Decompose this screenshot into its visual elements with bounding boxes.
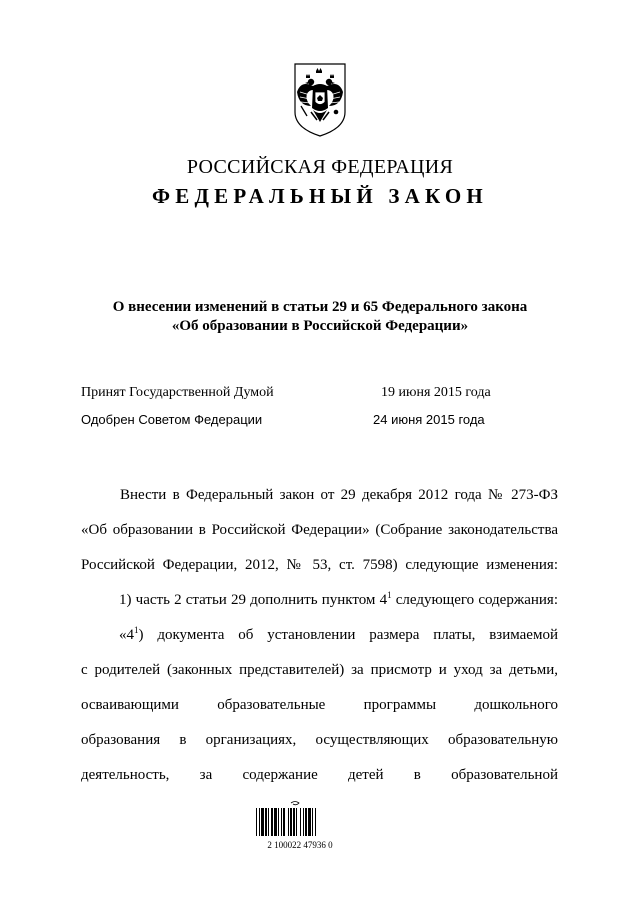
body-text-line: деятельность, за содержание детей в образовательной [81,767,558,783]
adopted-by-duma-label: Принят Государственной Думой [81,385,274,400]
body-text-line: образования в организациях, осуществляющих образовательную [81,732,558,748]
amendment-item [119,592,558,609]
amendment-item-text: 1) часть 2 статьи 29 дополнить пунктом 4 [119,592,388,608]
document-type-title: ФЕДЕРАЛЬНЫЙ ЗАКОН [152,184,488,208]
body-text-line: Российской Федерации, 2012, № 53, ст. 7598) следующие изменения: [81,557,558,573]
superscript: 1 [134,625,139,635]
barcode-number: 2 100022 47936 0 [267,840,333,850]
coat-of-arms-emblem [291,62,349,138]
barcode [255,800,343,838]
country-heading: РОССИЙСКАЯ ФЕДЕРАЦИЯ [186,156,454,178]
body-text-line: «Об образовании в Российской Федерации» (Собрание законодательства [81,522,558,538]
body-text-line: Внести в Федеральный закон от 29 декабря 2012 года № 273-ФЗ [120,487,558,503]
body-text-line: с родителей (законных представителей) за присмотр и уход за детьми, [81,662,558,678]
amendment-item-text: следующего содержания: [391,592,558,608]
quoted-clause-text: «4 [119,627,134,643]
quoted-clause [119,627,558,644]
quoted-clause-text: ) документа об установлении размера платы, взимаемой [138,627,558,643]
adopted-date: 19 июня 2015 года [381,385,491,400]
body-text-line: осваивающими образовательные программы дошкольного [81,697,558,713]
approved-date: 24 июня 2015 года [373,412,485,427]
superscript: 1 [387,590,392,600]
approved-by-council-label: Одобрен Советом Федерации [81,412,263,427]
law-subject-line: О внесении изменений в статьи 29 и 65 Федерального закона [112,299,528,315]
law-subject-line: «Об образовании в Российской Федерации» [171,318,469,334]
